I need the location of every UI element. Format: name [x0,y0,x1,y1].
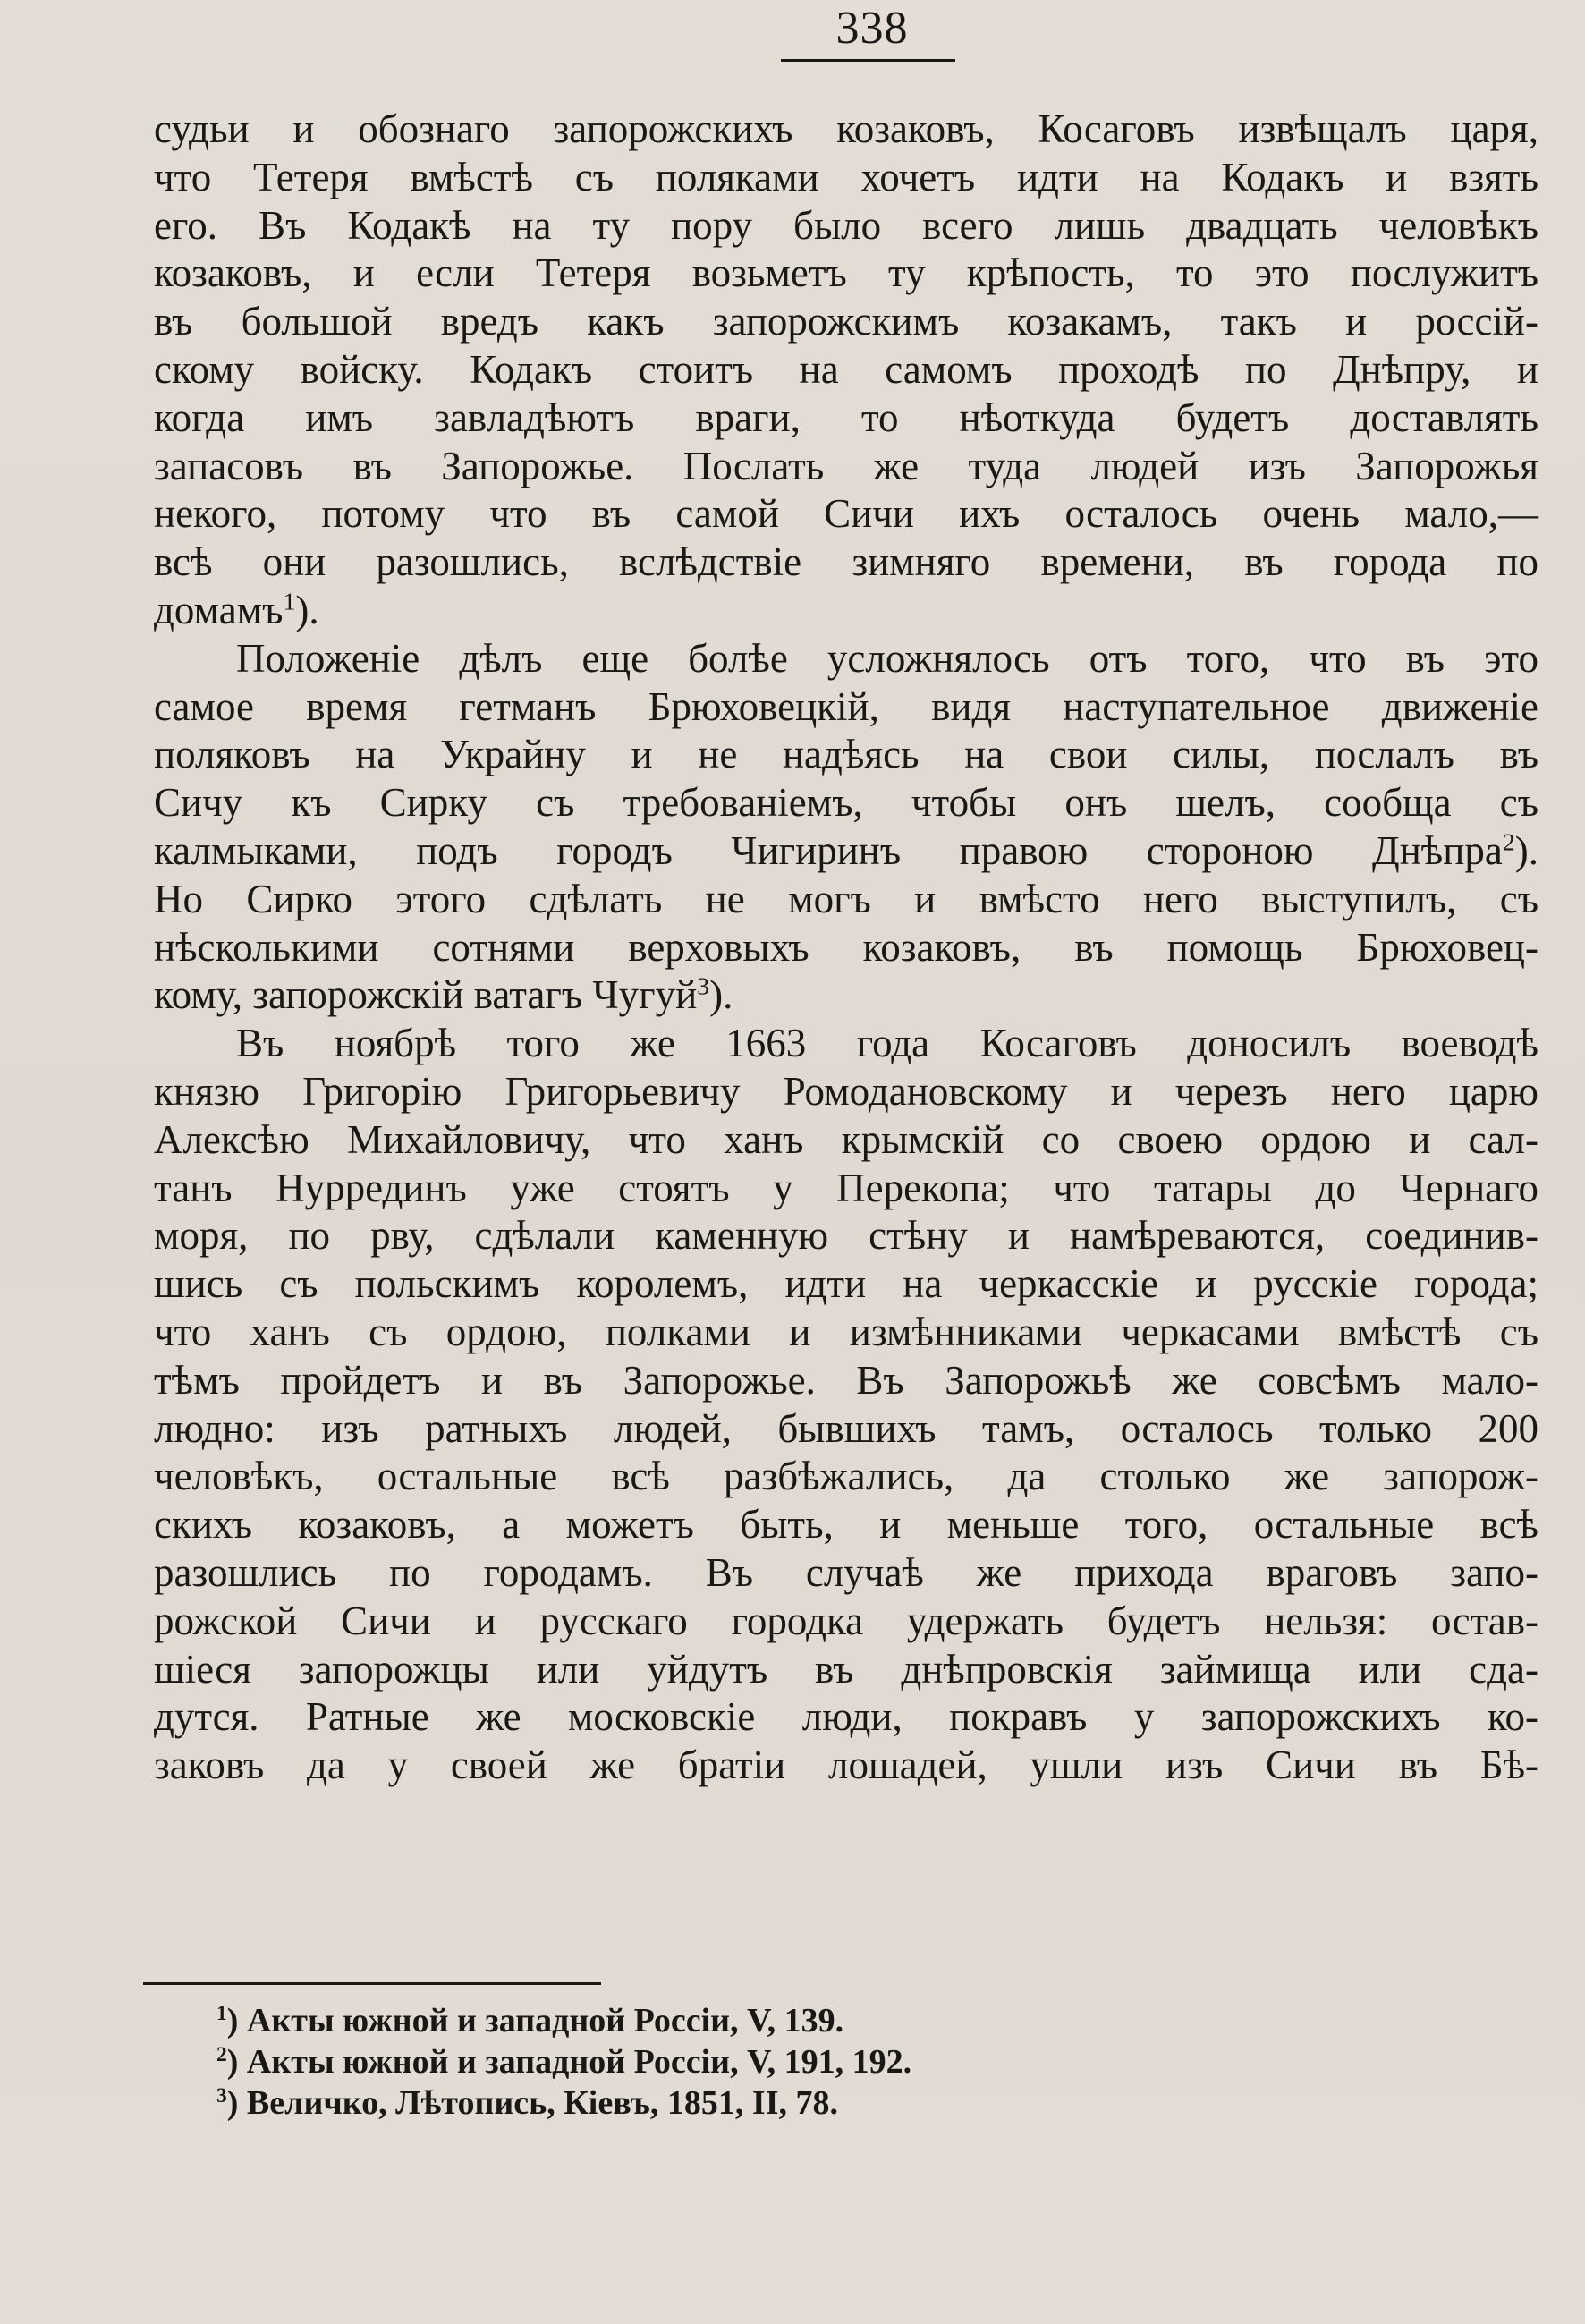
footnote [216,2041,911,2082]
text-line-content: князю Григорію Григорьевичу Ромодановскому и черезъ него царю [154,1068,1538,1114]
text-line [154,1693,1538,1742]
text-line-content: козаковъ, и если Тетеря возьметъ ту крѣпость, то это послужитъ [154,250,1538,296]
text-line-content: шіеся запорожцы или уйдутъ въ днѣпровскія займища или сда- [154,1646,1538,1692]
text-line-content: Но Сирко этого сдѣлать не могъ и вмѣсто него выступилъ, съ [154,876,1538,921]
header-rule [781,59,955,62]
page-number: 338 [835,3,909,54]
text-line [154,1260,1538,1309]
footnote-reference: 1 [283,588,296,616]
text-line [154,250,1538,298]
text-line [154,1165,1538,1213]
text-line [154,1598,1538,1646]
text-line-content: что Тетеря вмѣстѣ съ поляками хочетъ идти на Кодакъ и взять [154,154,1538,199]
text-line-content: кому, запорожскій ватагъ Чугуй [154,972,698,1018]
text-line-content: Въ ноябрѣ того же 1663 года Косаговъ доносилъ воеводѣ [236,1021,1538,1066]
text-line-content: тѣмъ пройдетъ и въ Запорожье. Въ Запорожьѣ же совсѣмъ мало- [154,1357,1538,1403]
text-line [154,346,1538,394]
text-line-content: судьи и обознаго запорожскихъ козаковъ, Косаговъ извѣщалъ царя, [154,106,1538,151]
text-line [154,490,1538,539]
text-line [154,298,1538,346]
footnote [216,2082,911,2124]
text-line-content: заковъ да у своей же братіи лошадей, ушли изъ Сичи въ Бѣ- [154,1743,1538,1788]
text-line [154,1357,1538,1405]
text-line-content: разошлись по городамъ. Въ случаѣ же прихода враговъ запо- [154,1549,1538,1595]
text-line-content: его. Въ Кодакѣ на ту пору было всего лишь двадцать человѣкъ [154,202,1538,248]
text-line-content: моря, по рву, сдѣлали каменную стѣну и намѣреваются, соединив- [154,1213,1538,1259]
footnote-reference: 2 [1502,828,1515,857]
text-line [154,1068,1538,1116]
footnote-marker: 3 [216,2084,227,2108]
footnote-separator [143,1982,601,1985]
text-line-content: что ханъ съ ордою, полками и измѣнниками черкасами вмѣстѣ съ [154,1309,1538,1354]
text-line-content: всѣ они разошлись, вслѣдствіе зимняго времени, въ города по [154,539,1538,585]
text-line-content: Положеніе дѣлъ еще болѣе усложнялось отъ того, что въ это [236,635,1538,681]
text-line [154,827,1538,876]
footnote-marker: 2 [216,2043,227,2067]
text-line-content: Алексѣю Михайловичу, что ханъ крымскій со своею ордою и сал- [154,1116,1538,1162]
text-line [154,876,1538,924]
text-line [154,1309,1538,1357]
text-line [154,202,1538,250]
footnote-text: ) Акты южной и западной Россіи, V, 139. [226,2002,844,2040]
text-line-content: танъ Нуррединъ уже стоятъ у Перекопа; что татары до Чернаго [154,1165,1538,1210]
footnote-reference: 3 [697,973,710,1001]
text-line [154,394,1538,443]
text-line-tail: ). [295,587,319,632]
text-line-content: домамъ [154,587,284,632]
text-line-content: некого, потому что въ самой Сичи ихъ осталось очень мало,— [154,491,1538,537]
main-text [154,106,1538,1790]
text-line [154,539,1538,587]
text-line [154,1453,1538,1501]
text-line [154,154,1538,202]
text-line [154,1116,1538,1165]
text-line [154,683,1538,732]
text-line-content: Сичу къ Сирку съ требованіемъ, чтобы онъ шелъ, сообща съ [154,780,1538,826]
text-line-content: рожской Сичи и русскаго городка удержать будетъ нельзя: остав- [154,1598,1538,1643]
text-line-content: калмыками, подъ городъ Чигиринъ правою стороною Днѣпра [154,827,1503,873]
text-line-content: шись съ польскимъ королемъ, идти на черкасскіе и русскіе города; [154,1261,1538,1307]
text-line-content: поляковъ на Украйну и не надѣясь на свои силы, послалъ въ [154,732,1538,777]
footnote-text: ) Акты южной и западной Россіи, V, 191, 192. [226,2043,912,2081]
footnotes [216,2000,911,2124]
text-line-content: человѣкъ, остальные всѣ разбѣжались, да столько же запорож- [154,1454,1538,1499]
text-line-content: скихъ козаковъ, а можетъ быть, и меньше того, остальные всѣ [154,1502,1538,1548]
footnote-marker: 1 [216,2002,227,2026]
text-line [154,731,1538,779]
text-line-content: въ большой вредъ какъ запорожскимъ козакамъ, такъ и россій- [154,299,1538,344]
text-line [154,971,1538,1020]
text-line-content: самое время гетманъ Брюховецкій, видя наступательное движеніе [154,683,1538,729]
text-line [154,1501,1538,1549]
text-line [154,779,1538,827]
text-line-content: запасовъ въ Запорожье. Послать же туда людей изъ Запорожья [154,443,1538,488]
text-line [154,635,1538,683]
footnote [216,2000,911,2041]
text-line [154,1212,1538,1260]
text-line [154,443,1538,491]
text-line [154,587,1538,635]
text-line [154,106,1538,154]
text-line [154,1646,1538,1694]
text-line-content: людно: изъ ратныхъ людей, бывшихъ тамъ, осталось только 200 [154,1405,1538,1451]
text-line [154,1405,1538,1454]
text-line-content: нѣсколькими сотнями верховыхъ козаковъ, въ помощь Брюховец- [154,924,1538,970]
text-line-tail: ). [709,972,733,1018]
text-line [154,1020,1538,1068]
text-line-tail: ). [1514,827,1538,873]
text-line-content: дутся. Ратные же московскіе люди, покравъ у запорожскихъ ко- [154,1694,1538,1740]
text-line-content: когда имъ завладѣютъ враги, то нѣоткуда будетъ доставлять [154,394,1538,440]
text-line-content: скому войску. Кодакъ стоитъ на самомъ проходѣ по Днѣпру, и [154,346,1538,392]
text-line [154,1549,1538,1598]
text-line [154,1742,1538,1790]
text-line [154,924,1538,972]
footnote-text: ) Величко, Лѣтопись, Кіевъ, 1851, II, 78. [226,2084,839,2122]
